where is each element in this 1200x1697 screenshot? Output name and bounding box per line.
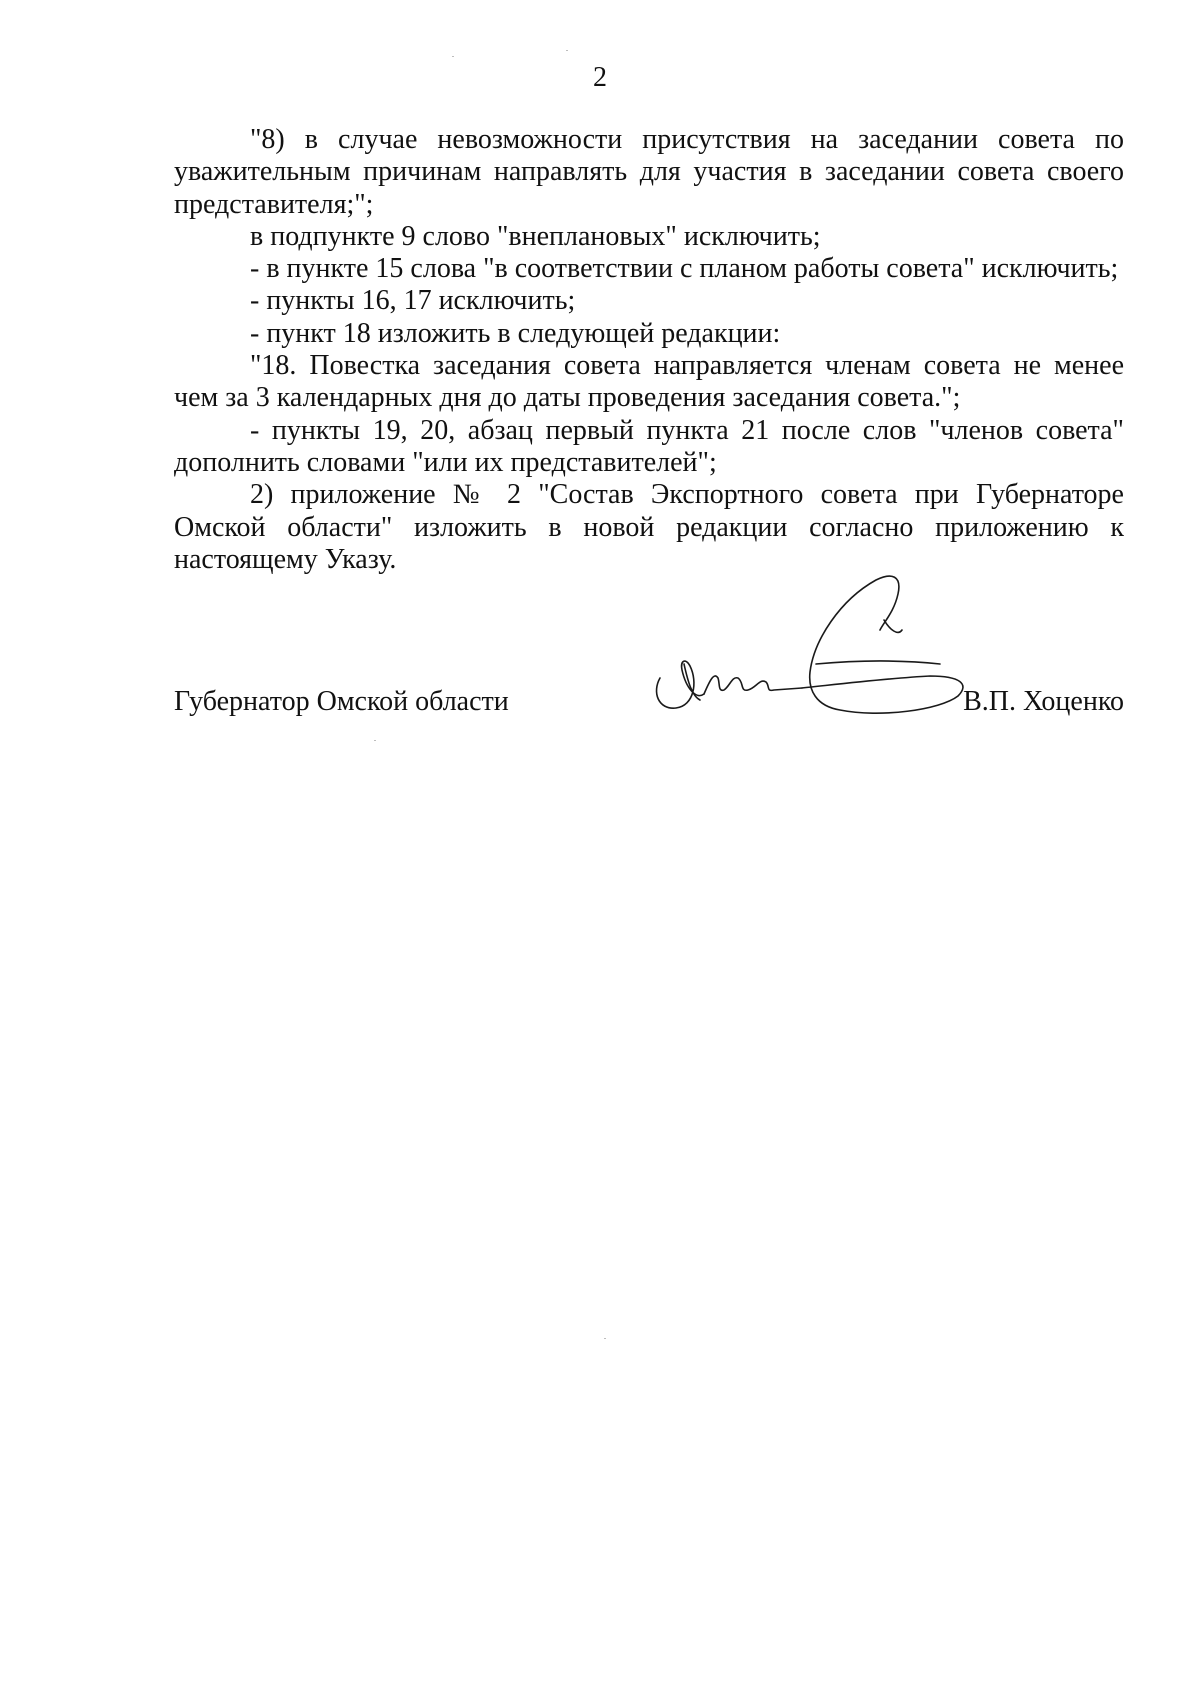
paragraph-appendix-2: 2) приложение № 2 "Состав Экспортного совета при Губернаторе Омской области" изложить в новой редакции согласно приложению к настоящему Указу. <box>174 479 1124 575</box>
signer-name: В.П. Хоценко <box>963 686 1124 717</box>
document-body <box>174 124 1124 576</box>
scan-speck <box>604 1338 606 1339</box>
scan-speck <box>374 740 376 741</box>
paragraph-points-19-21: - пункты 19, 20, абзац первый пункта 21 после слов "членов совета" дополнить словами "или их представителей"; <box>174 414 1124 478</box>
paragraph-point-18-text: "18. Повестка заседания совета направляется членам совета не менее чем за 3 календарных дня до даты проведения заседания совета."; <box>174 350 1124 414</box>
paragraph-point-18: - пункт 18 изложить в следующей редакции: <box>250 317 781 349</box>
handwritten-signature <box>640 560 1000 760</box>
scan-speck <box>452 56 454 57</box>
paragraph-point-15: - в пункте 15 слова "в соответствии с планом работы совета" исключить; <box>250 253 1119 285</box>
page-number: 2 <box>593 62 607 93</box>
signer-title: Губернатор Омской области <box>174 686 509 717</box>
paragraph-item-8: "8) в случае невозможности присутствия на заседании совета по уважительным причинам направлять для участия в заседании совета своего представителя;"; <box>174 124 1124 220</box>
paragraph-points-16-17: - пункты 16, 17 исключить; <box>250 285 576 317</box>
paragraph-subpoint-9: в подпункте 9 слово "внеплановых" исключить; <box>250 220 821 252</box>
scan-speck <box>566 50 568 51</box>
